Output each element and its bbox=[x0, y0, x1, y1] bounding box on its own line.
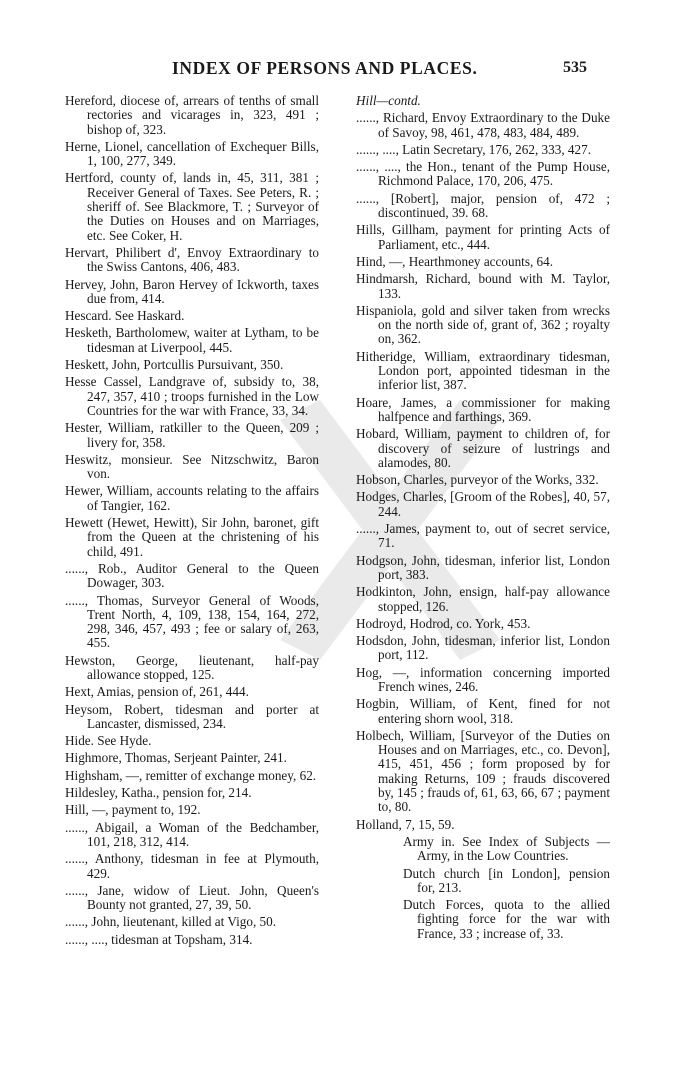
index-entry-hewett-rob: ......, Rob., Auditor General to the Queen Dowager, 303. bbox=[65, 560, 319, 591]
index-entry-hodgson: Hodgson, John, tidesman, inferior list, London port, 383. bbox=[356, 552, 610, 582]
index-entry-heysom: Heysom, Robert, tidesman and porter at Lancaster, dismissed, 234. bbox=[65, 701, 319, 731]
index-entry-hervart: Hervart, Philibert d', Envoy Extraordinary to the Swiss Cantons, 406, 483. bbox=[65, 244, 319, 275]
index-entry-hodges-james: ......, James, payment to, out of secret service, 71. bbox=[356, 521, 610, 551]
index-entry-hester: Hester, William, ratkiller to the Queen, 209 ; livery for, 358. bbox=[65, 420, 319, 450]
index-entry-hispaniola: Hispaniola, gold and silver taken from wrecks on the north side of, grant of, 362 ; royalty on, 362. bbox=[356, 302, 610, 347]
running-title: INDEX OF PERSONS AND PLACES. bbox=[172, 58, 478, 78]
index-column-left bbox=[65, 94, 319, 950]
index-entry-hewer: Hewer, William, accounts relating to the affairs of Tangier, 162. bbox=[65, 483, 319, 513]
index-entry-hill-contd: Hill—contd. bbox=[356, 93, 421, 108]
index-entry-hereford: Hereford, diocese of, arrears of tenths of small rectories and vicarages in, 323, 491 ; bishop of, 323. bbox=[65, 93, 319, 137]
index-entry-hewett: Hewett (Hewet, Hewitt), Sir John, baronet, gift from the Queen at the christening of his child, 491. bbox=[65, 515, 319, 559]
index-entry-hoare: Hoare, James, a commissioner for making halfpence and farthings, 369. bbox=[356, 394, 610, 424]
index-entry-hodges: Hodges, Charles, [Groom of the Robes], 40, 57, 244. bbox=[356, 489, 610, 519]
index-entry-hodsdon: Hodsdon, John, tidesman, inferior list, London port, 112. bbox=[356, 633, 610, 663]
index-entry-hill-richard-latin: ......, ...., Latin Secretary, 176, 262, 333, 427. bbox=[356, 141, 592, 157]
index-entry-holbech: Holbech, William, [Surveyor of the Duties on Houses and on Marriages, etc., co. Devon], 415, 451, 456 ; form proposed by for making Returns, 109 ; frauds discovered by, 145 ; frauds of, 61, 63, 66, 67 ; payment to, 80. bbox=[356, 727, 610, 815]
index-entry-hindmarsh: Hindmarsh, Richard, bound with M. Taylor, 133. bbox=[356, 271, 610, 301]
index-entry-hescard: Hescard. See Haskard. bbox=[65, 308, 185, 324]
index-entry-hodkinton: Hodkinton, John, ensign, half-pay allowance stopped, 126. bbox=[356, 584, 610, 614]
index-entry-hervey: Hervey, John, Baron Hervey of Ickworth, taxes due from, 414. bbox=[65, 276, 319, 306]
page-header bbox=[0, 58, 674, 88]
index-entry-hogbin: Hogbin, William, of Kent, fined for not entering shorn wool, 318. bbox=[356, 696, 610, 726]
index-entry-hill-abigail: ......, Abigail, a Woman of the Bedchamber, 101, 218, 312, 414. bbox=[65, 819, 319, 849]
index-entry-hesse-cassel: Hesse Cassel, Landgrave of, subsidy to, 38, 247, 357, 410 ; troops furnished in the Low Countries for the war with France, 33, 34. bbox=[65, 374, 319, 418]
index-entry-hertford: Hertford, county of, lands in, 45, 311, 381 ; Receiver General of Taxes. See Peters, R. ; sheriff of. See Blackmore, T. ; Surveyor of the Duties on Houses and on Marriages, etc. See Coker, H. bbox=[65, 170, 319, 243]
index-entry-hill: Hill, —, payment to, 192. bbox=[65, 802, 201, 818]
index-entry-hills: Hills, Gillham, payment for printing Acts of Parliament, etc., 444. bbox=[356, 222, 610, 252]
index-entry-holland-dutch-forces: Dutch Forces, quota to the allied fighting force for the war with France, 33 ; increase of, 33. bbox=[403, 897, 610, 941]
index-entry-hodroyd: Hodroyd, Hodrod, co. York, 453. bbox=[356, 615, 531, 631]
index-entry-highmore: Highmore, Thomas, Serjeant Painter, 241. bbox=[65, 750, 287, 766]
index-entry-hill-anthony: ......, Anthony, tidesman in fee at Plymouth, 429. bbox=[65, 851, 319, 881]
index-entry-hill-john: ......, John, lieutenant, killed at Vigo, 50. bbox=[65, 914, 277, 930]
index-entry-hind: Hind, —, Hearthmoney accounts, 64. bbox=[356, 253, 554, 269]
index-entry-hext: Hext, Amias, pension of, 261, 444. bbox=[65, 684, 249, 700]
index-entry-hill-richard-pump-house: ......, ...., the Hon., tenant of the Pump House, Richmond Palace, 170, 206, 475. bbox=[356, 159, 610, 189]
index-entry-hewett-thomas: ......, Thomas, Surveyor General of Woods, Trent North, 4, 109, 138, 154, 164, 272, 298, 346, 457, 493 ; fee or salary of, 263, 455. bbox=[65, 592, 319, 651]
index-column-right bbox=[356, 94, 610, 944]
index-entry-highsham: Highsham, —, remitter of exchange money, 62. bbox=[65, 767, 317, 783]
index-entry-hobard: Hobard, William, payment to children of, for discovery of seizure of lustrings and alamodes, 80. bbox=[356, 426, 610, 470]
index-entry-holland: Holland, 7, 15, 59. bbox=[356, 816, 455, 832]
index-entry-heskett: Heskett, John, Portcullis Pursuivant, 350. bbox=[65, 357, 284, 373]
index-entry-hide: Hide. See Hyde. bbox=[65, 733, 152, 749]
index-entry-holland-dutch-church: Dutch church [in London], pension for, 213. bbox=[403, 865, 610, 895]
page-number: 535 bbox=[563, 59, 587, 76]
index-entry-hewston: Hewston, George, lieutenant, half-pay allowance stopped, 125. bbox=[65, 652, 319, 682]
index-entry-heswitz: Heswitz, monsieur. See Nitzschwitz, Baron von. bbox=[65, 451, 319, 482]
index-entry-holland-army: Army in. See Index of Subjects —Army, in the Low Countries. bbox=[403, 833, 610, 864]
index-entry-hill-jane: ......, Jane, widow of Lieut. John, Queen's Bounty not granted, 27, 39, 50. bbox=[65, 882, 319, 913]
index-entry-hill-john-topsham: ......, ...., tidesman at Topsham, 314. bbox=[65, 931, 253, 947]
index-entry-hill-richard: ......, Richard, Envoy Extraordinary to the Duke of Savoy, 98, 461, 478, 483, 484, 489. bbox=[356, 110, 610, 140]
index-entry-herne: Herne, Lionel, cancellation of Exchequer Bills, 1, 100, 277, 349. bbox=[65, 138, 319, 169]
index-entry-hog: Hog, —, information concerning imported French wines, 246. bbox=[356, 664, 610, 694]
index-entry-hitheridge: Hitheridge, William, extraordinary tidesman, London port, appointed tidesman in the inferior list, 387. bbox=[356, 348, 610, 393]
index-entry-hobson: Hobson, Charles, purveyor of the Works, 332. bbox=[356, 472, 599, 488]
index-entry-hesketh: Hesketh, Bartholomew, waiter at Lytham, to be tidesman at Liverpool, 445. bbox=[65, 325, 319, 355]
index-entry-hildesley: Hildesley, Katha., pension for, 214. bbox=[65, 785, 252, 801]
index-entry-hill-robert: ......, [Robert], major, pension of, 472 ; discontinued, 39. 68. bbox=[356, 190, 610, 221]
